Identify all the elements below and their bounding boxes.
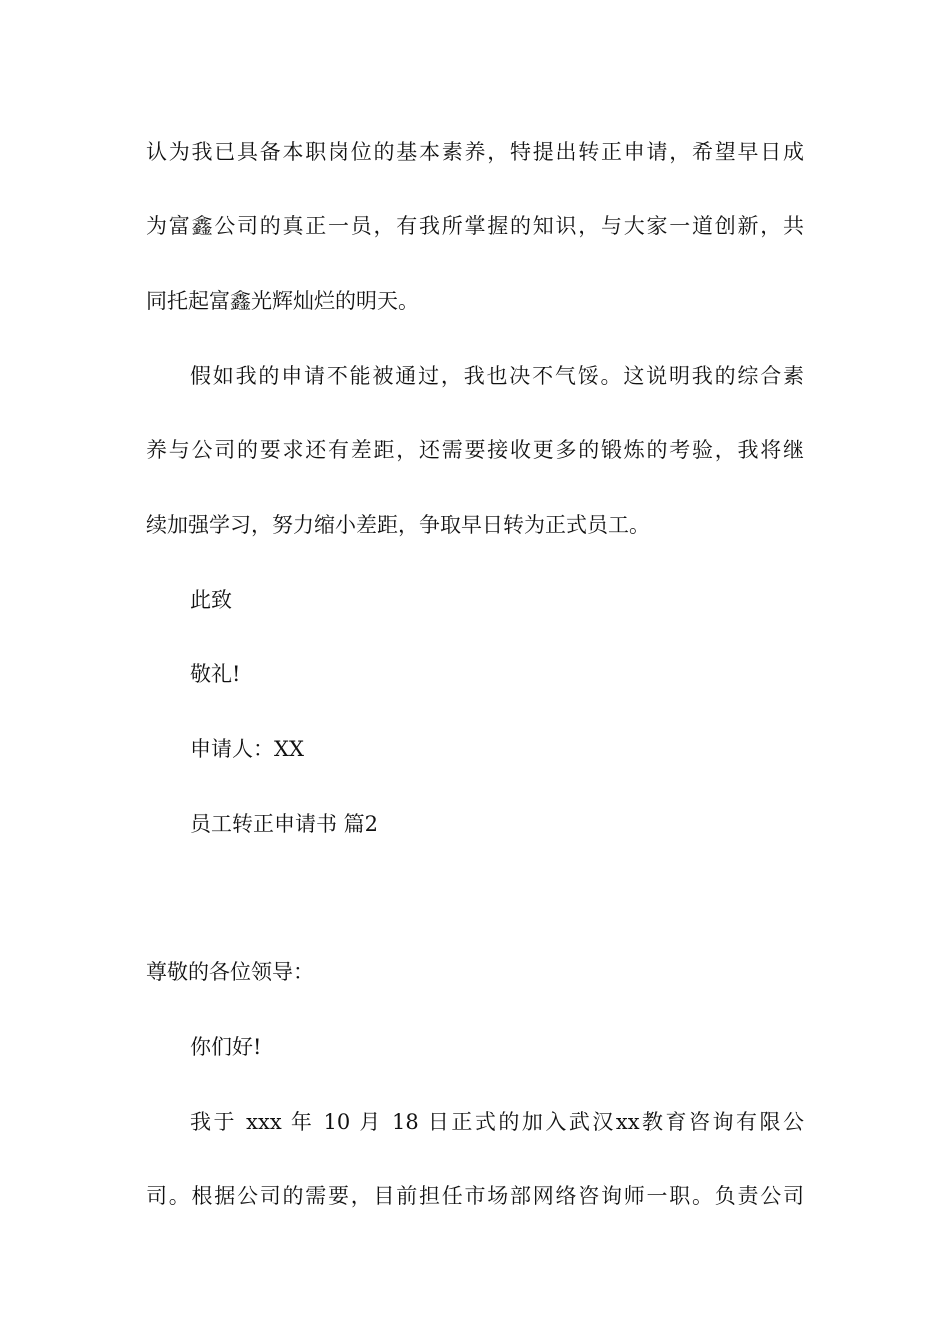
paragraph-line: 我于 xxx 年 10 月 18 日正式的加入武汉xx教育咨询有限公 (190, 1110, 804, 1134)
greeting-line: 你们好! (190, 1035, 262, 1059)
document-page (146, 0, 806, 1344)
paragraph-line: 为富鑫公司的真正一员，有我所掌握的知识，与大家一道创新，共 (146, 214, 804, 238)
paragraph-line: 认为我已具备本职岗位的基本素养，特提出转正申请，希望早日成 (146, 140, 804, 164)
closing-salutation: 此致 (190, 588, 232, 612)
greeting-heading: 尊敬的各位领导： (146, 960, 314, 984)
applicant-signature: 申请人：XX (190, 737, 304, 761)
section-title: 员工转正申请书 篇2 (190, 812, 379, 836)
paragraph-line: 续加强学习，努力缩小差距，争取早日转为正式员工。 (146, 513, 650, 537)
paragraph-line: 司。根据公司的需要，目前担任市场部网络咨询师一职。负责公司 (146, 1184, 804, 1208)
paragraph-line: 同托起富鑫光辉灿烂的明天。 (146, 289, 419, 313)
closing-regards: 敬礼! (190, 662, 241, 686)
paragraph-line: 假如我的申请不能被通过，我也决不气馁。这说明我的综合素 (190, 364, 804, 388)
paragraph-line: 养与公司的要求还有差距，还需要接收更多的锻炼的考验，我将继 (146, 438, 804, 462)
